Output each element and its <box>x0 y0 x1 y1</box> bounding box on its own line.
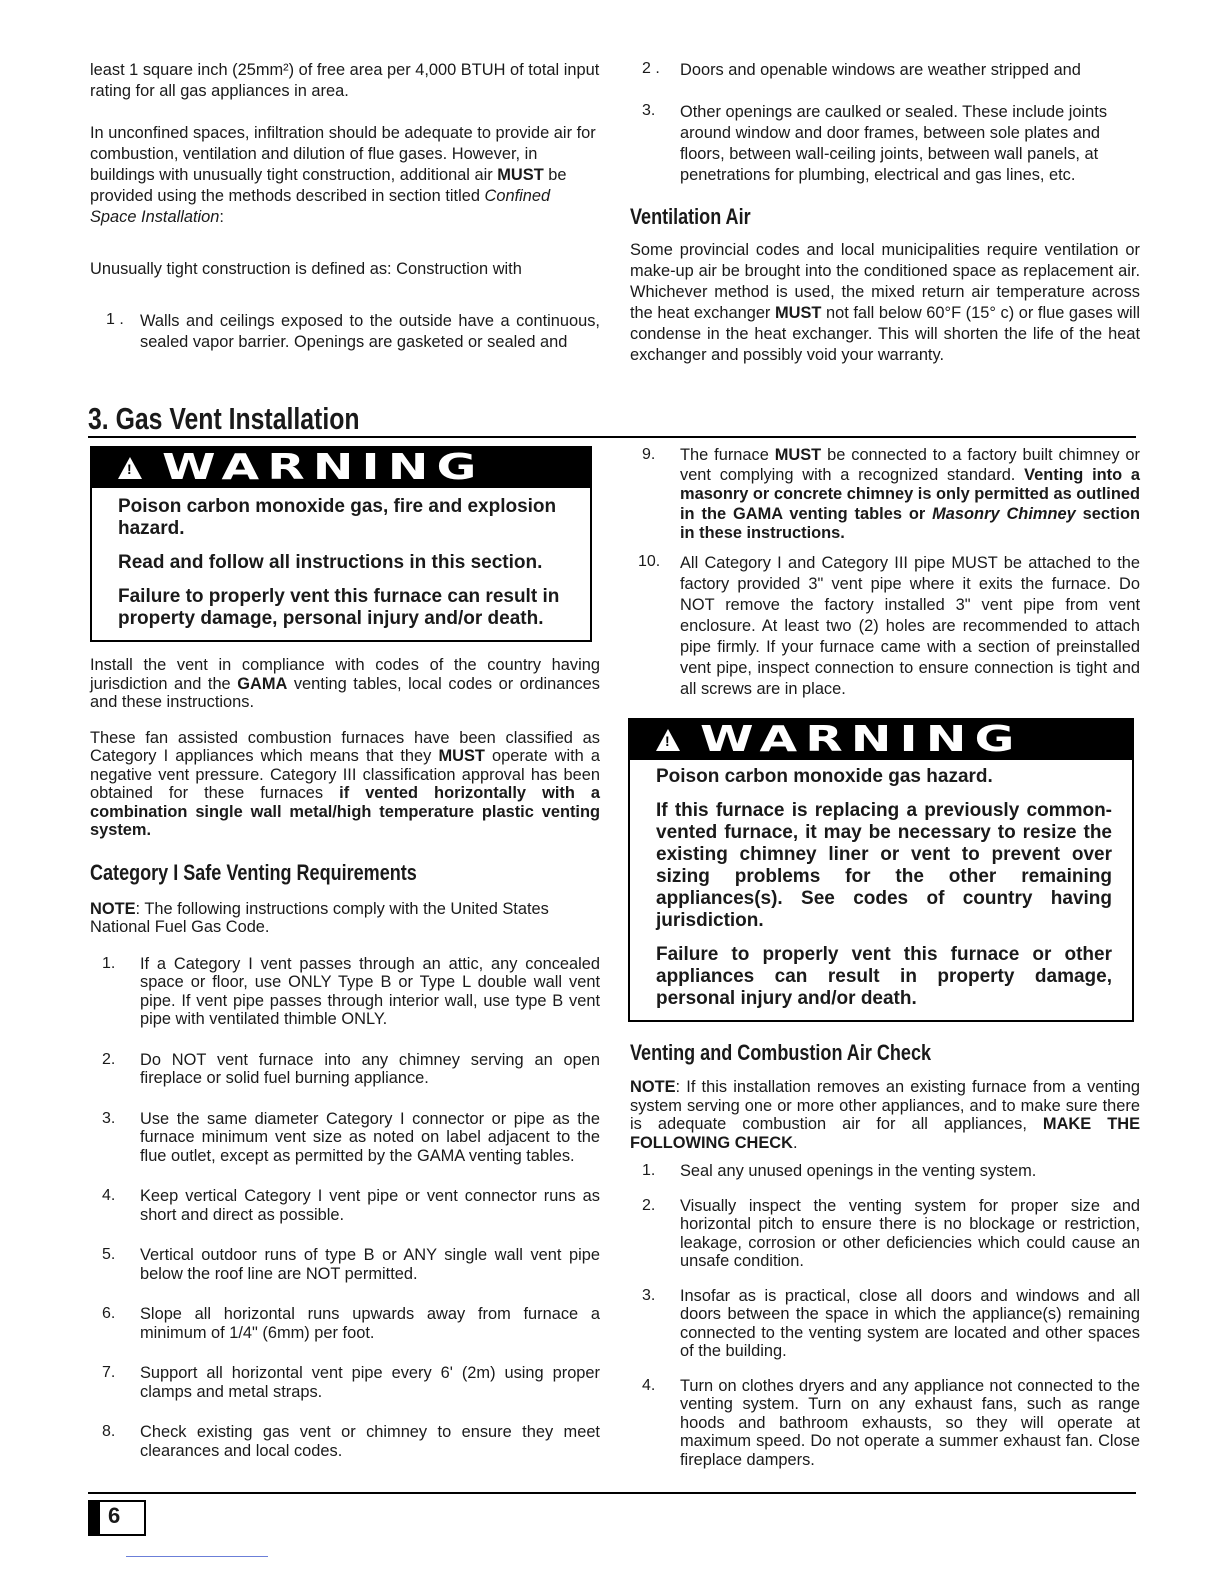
list-item: 3. Use the same diameter Category I connector or pipe as the furnace minimum vent size as noted on label adjacent to the flue outlet, except as permitted by the GAMA venting tables. <box>102 1109 600 1165</box>
paragraph: least 1 square inch (25mm²) of free area per 4,000 BTUH of total input rating for all gas appliances in area. <box>90 61 600 100</box>
warning-box: ! WARNING Poison carbon monoxide gas hazard. If this furnace is replacing a previously common-vented furnace, it may be necessary to resize the existing chimney liner or vent to prevent over sizing problems for the other remaining appliances(s). See codes of country having jurisdiction. Failure to properly vent this furnace or other appliances can result in property damage, personal injury and/or death. <box>628 718 1134 1022</box>
paragraph: Unusually tight construction is defined as: Construction with <box>90 260 522 278</box>
paragraph: These fan assisted combustion furnaces have been classified as Category I appliances which means that they MUST operate with a negative vent pressure. Category III classification approval has been obtained for these furnaces if vented horizontally with a combination single wall metal/high temperature plastic venting system. <box>90 728 600 839</box>
list-item: 1. If a Category I vent passes through an attic, any concealed space or floor, use ONLY Type B or Type L double wall vent pipe. If vent pipe passes through interior wall, use type B vent pipe with ventilated thimble ONLY. <box>102 954 600 1028</box>
paragraph: Some provincial codes and local municipalities require ventilation or make-up air be brought into the conditioned space as replacement air. Whichever method is used, the mixed return air temperature across the heat exchanger MUST not fall below 60°F (15° c) or flue gases will condense in the heat exchanger. This will shorten the life of the heat exchanger and possibly void your warranty. <box>630 241 1140 364</box>
left-main-column <box>90 656 600 1460</box>
list-item: 7. Support all horizontal vent pipe every 6' (2m) using proper clamps and metal straps. <box>102 1364 600 1401</box>
list-item: 8. Check existing gas vent or chimney to ensure they meet clearances and local codes. <box>102 1423 600 1460</box>
paragraph: NOTE: The following instructions comply with the United States National Fuel Gas Code. <box>90 899 549 936</box>
paragraph: Install the vent in compliance with codes of the country having jurisdiction and the GAMA venting tables, local codes or ordinances and these instructions. <box>90 656 600 711</box>
paragraph: NOTE: If this installation removes an existing furnace from a venting system serving one or more other appliances, and to make sure there is adequate combustion air for all appliances, MAKE THE FOLLOWING CHECK. <box>630 1078 1140 1152</box>
section-heading: Category I Safe Venting Requirements <box>90 859 417 885</box>
right-top-column <box>630 60 1140 366</box>
list-item: 5. Vertical outdoor runs of type B or ANY single wall vent pipe below the roof line are NOT permitted. <box>102 1246 600 1283</box>
list-item: 2. Visually inspect the venting system for proper size and horizontal pitch to ensure there is no blockage or restriction, leakage, corrosion or other deficiencies which could cause an unsafe condition. <box>642 1196 1140 1270</box>
page-number: 6 <box>108 1503 121 1528</box>
item-list <box>630 1162 1140 1469</box>
divider <box>126 1556 268 1557</box>
right-bottom-column <box>630 1040 1140 1469</box>
warning-triangle-icon <box>656 729 680 751</box>
list-item: 2 . Doors and openable windows are weather stripped and <box>642 60 1081 79</box>
list-item: 10. All Category I and Category III pipe MUST be attached to the factory provided 3" vent pipe where it exits the furnace. Do NOT remove the factory installed 3" vent pipe from vent enclosure. At least two (2) holes are recommended to attach pipe firmly. If your furnace came with a section of preinstalled vent pipe, inspect connection to ensure connection is tight and all screws are in place. <box>638 552 1140 698</box>
list-item: 1. Seal any unused openings in the venting system. <box>642 1162 1037 1180</box>
footer-rule <box>88 1492 1136 1494</box>
list-item: 9. The furnace MUST be connected to a factory built chimney or vent complying with a recognized standard. Venting into a masonry or concrete chimney is only permitted as outlined in the GAMA venting tables or Masonry Chimney section in these instructions. <box>642 446 1141 542</box>
paragraph: In unconfined spaces, infiltration should be adequate to provide air for combustion, ventilation and dilution of flue gases. However, in buildings with unusually tight construction, additional air MUST be provided using the methods described in section titled Confined Space Installation: <box>90 124 596 226</box>
list-item: 3. Other openings are caulked or sealed. These include joints around window and door frames, between sole plates and floors, between wall-ceiling joints, between wall panels, at penetrations for plumbing, electrical and gas lines, etc. <box>642 102 1108 184</box>
right-main-column <box>630 446 1140 700</box>
list-item: 1 . Walls and ceilings exposed to the outside have a continuous, sealed vapor barrier. Openings are gasketed or sealed and <box>106 311 600 351</box>
warning-box: ! WARNING Poison carbon monoxide gas, fire and explosion hazard. Read and follow all instructions in this section. Failure to properly vent this furnace can result in property damage, personal injury and/or death. <box>90 446 592 642</box>
list-item: 2. Do NOT vent furnace into any chimney serving an open fireplace or solid fuel burning appliance. <box>102 1050 600 1087</box>
list-item: 3. Insofar as is practical, close all doors and windows and all doors between the space in which the appliance(s) remaining connected to the venting system are located and other spaces of the building. <box>642 1286 1140 1360</box>
section-heading: Venting and Combustion Air Check <box>630 1040 932 1065</box>
item-list <box>90 955 600 1461</box>
warning-banner: ! WARNING <box>92 448 590 488</box>
warning-banner: ! WARNING <box>630 720 1132 760</box>
section-title: 3. Gas Vent Installation <box>88 402 1136 438</box>
warning-triangle-icon <box>118 457 142 479</box>
list-item: 4. Turn on clothes dryers and any appliance not connected to the venting system. Turn on any exhaust fans, such as range hoods and bathroom exhausts, so they will operate at maximum speed. Do not operate a summer exhaust fan. Close fireplace dampers. <box>642 1376 1140 1469</box>
left-top-column <box>90 60 600 353</box>
page-number-box <box>88 1500 146 1536</box>
section-heading: Ventilation Air <box>630 204 751 229</box>
list-item: 4. Keep vertical Category I vent pipe or vent connector runs as short and direct as possible. <box>102 1187 600 1224</box>
list-item: 6. Slope all horizontal runs upwards away from furnace a minimum of 1/4" (6mm) per foot. <box>102 1305 600 1342</box>
